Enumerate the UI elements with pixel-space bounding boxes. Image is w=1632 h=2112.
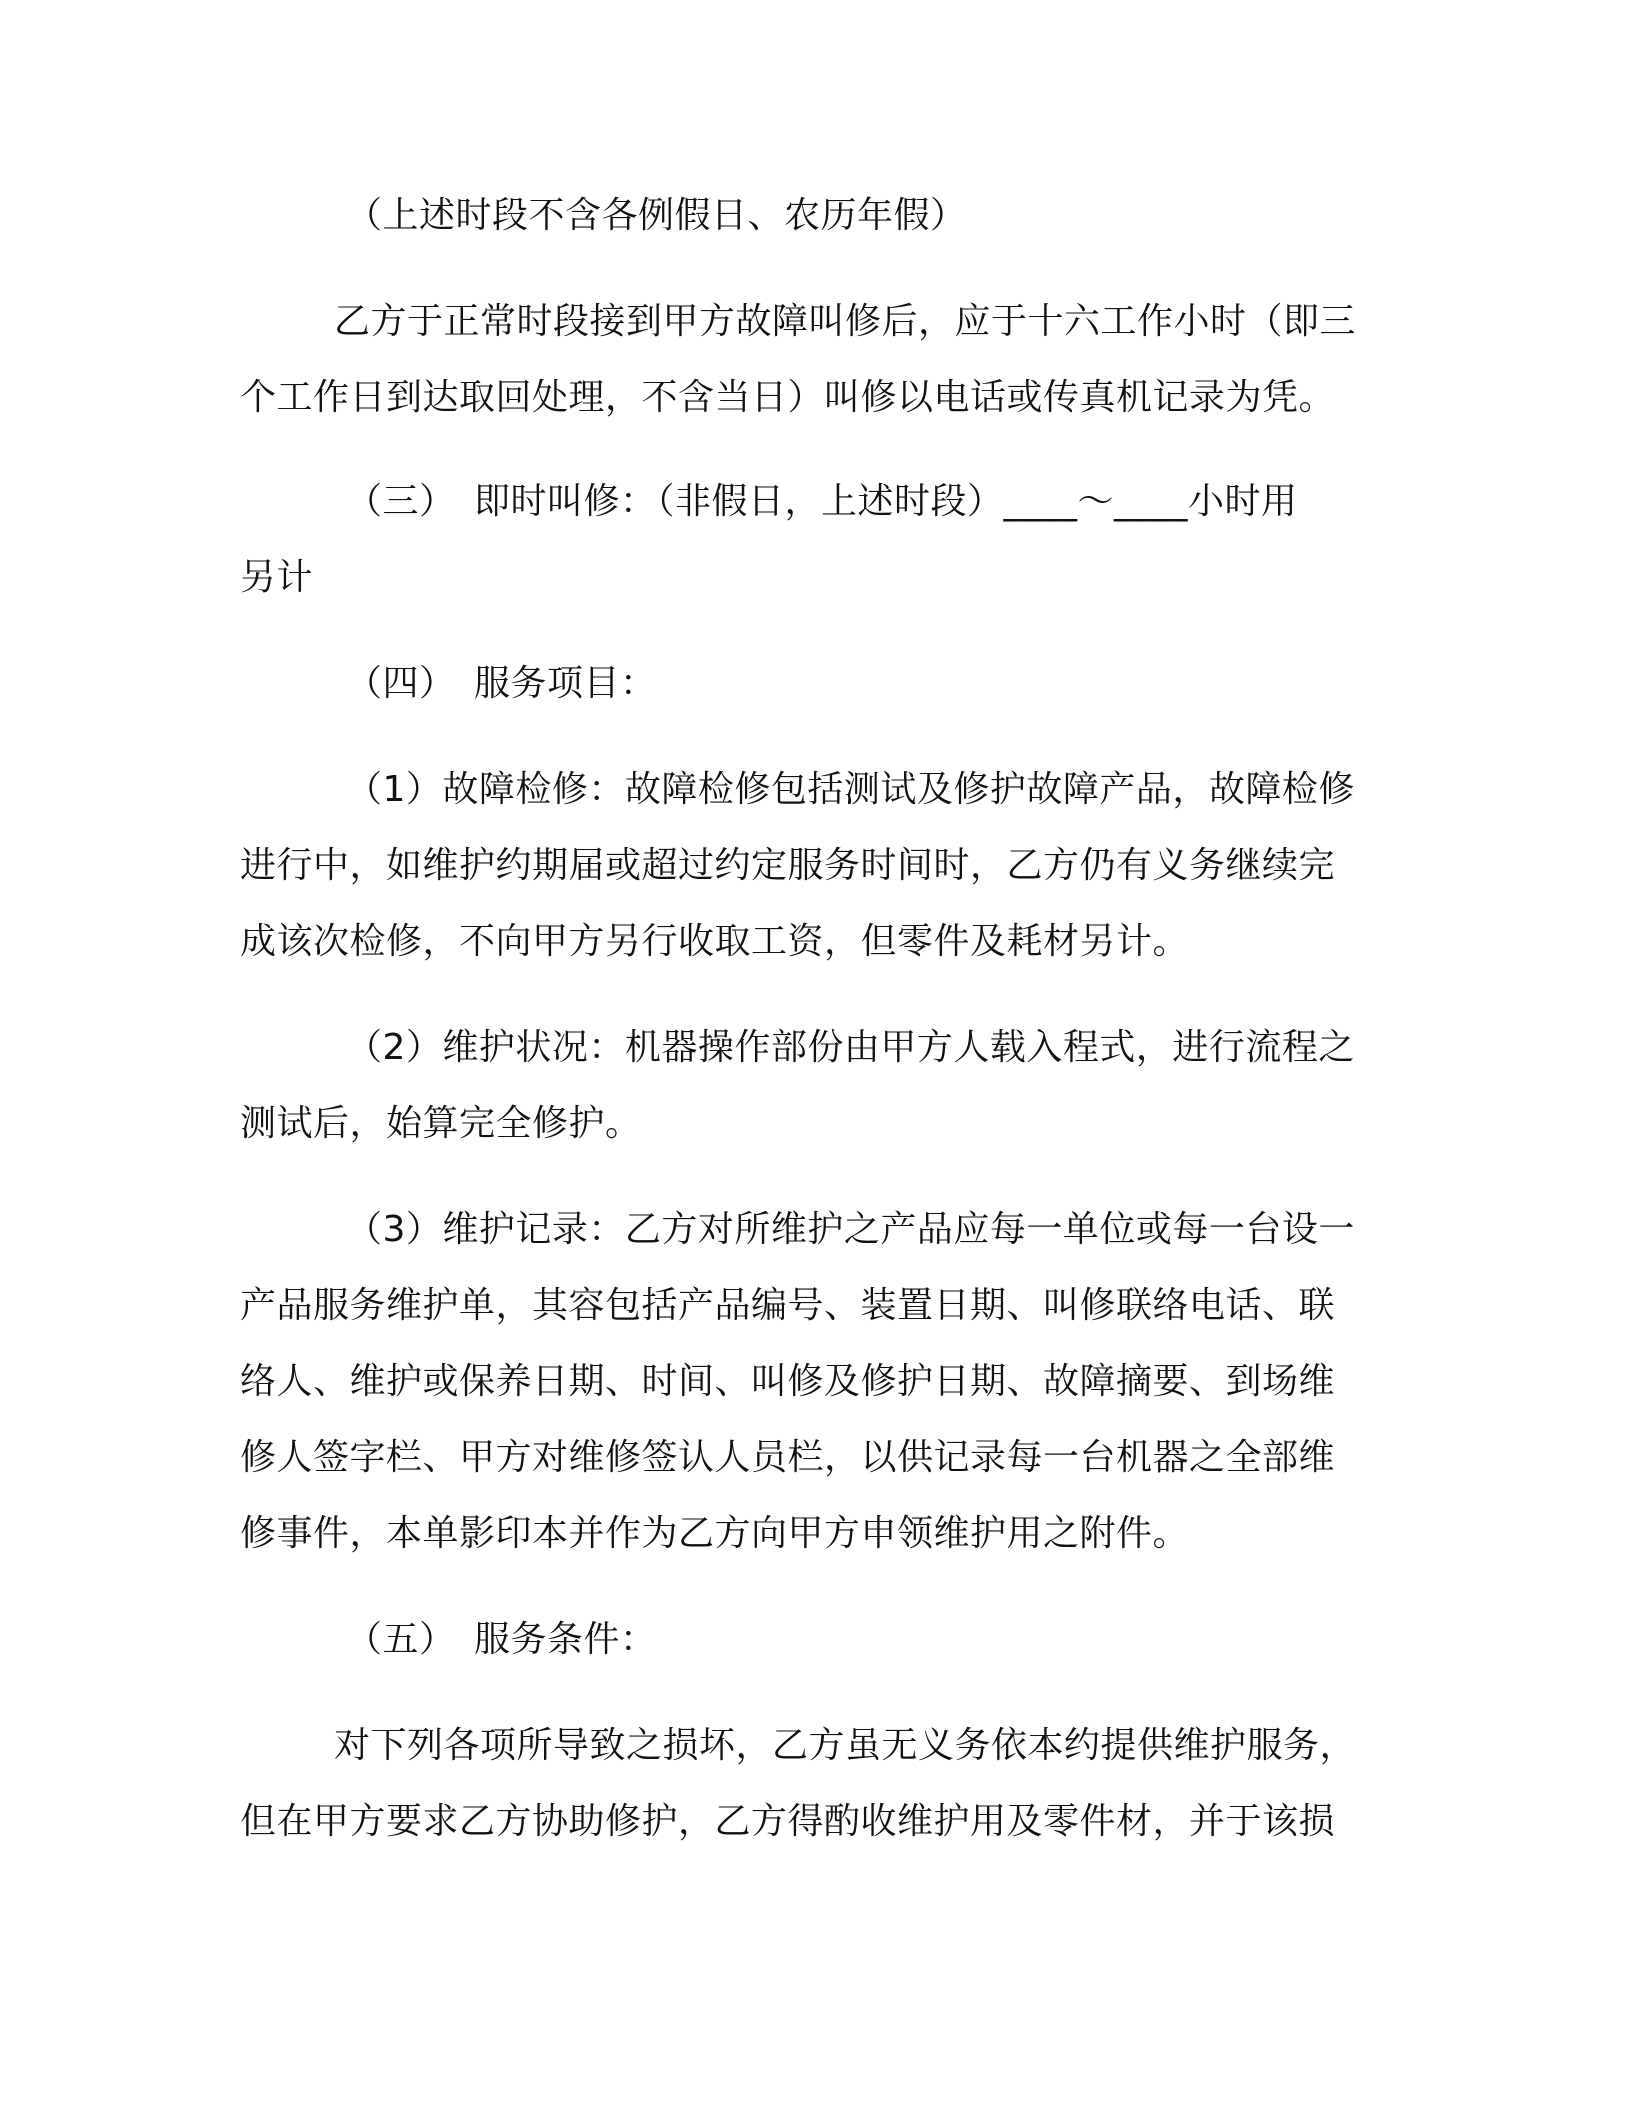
section-heading: （四） 服务项目： bbox=[346, 663, 657, 704]
text-line: （上述时段不含各例假日、农历年假） bbox=[346, 195, 967, 236]
text-line: 成该次检修，不向甲方另行收取工资，但零件及耗材另计。 bbox=[240, 921, 1190, 962]
text-line: （3）维护记录：乙方对所维护之产品应每一单位或每一台设一 bbox=[346, 1209, 1355, 1250]
text-line: 个工作日到达取回处理，不含当日）叫修以电话或传真机记录为凭。 bbox=[240, 377, 1336, 418]
text-line: 对下列各项所导致之损坏，乙方虽无义务依本约提供维护服务， bbox=[334, 1725, 1357, 1766]
text-line: 乙方于正常时段接到甲方故障叫修后，应于十六工作小时（即三 bbox=[334, 301, 1357, 342]
text-line: 修事件，本单影印本并作为乙方向甲方申领维护用之附件。 bbox=[240, 1513, 1190, 1554]
section-heading: （五） 服务条件： bbox=[346, 1619, 657, 1660]
text-line: 络人、维护或保养日期、时间、叫修及修护日期、故障摘要、到场维 bbox=[240, 1361, 1336, 1402]
text-line: 产品服务维护单，其容包括产品编号、装置日期、叫修联络电话、联 bbox=[240, 1285, 1336, 1326]
section-heading: （三） 即时叫修：（非假日，上述时段）____～____小时用 bbox=[346, 481, 1298, 522]
text-line: 测试后，始算完全修护。 bbox=[240, 1103, 642, 1144]
text-line: （2）维护状况：机器操作部份由甲方人载入程式，进行流程之 bbox=[346, 1027, 1355, 1068]
text-line: 进行中，如维护约期届或超过约定服务时间时，乙方仍有义务继续完 bbox=[240, 845, 1336, 886]
text-line: 另计 bbox=[240, 557, 314, 598]
text-line: （1）故障检修：故障检修包括测试及修护故障产品，故障检修 bbox=[346, 769, 1355, 810]
text-line: 修人签字栏、甲方对维修签认人员栏，以供记录每一台机器之全部维 bbox=[240, 1437, 1336, 1478]
text-line: 但在甲方要求乙方协助修护，乙方得酌收维护用及零件材，并于该损 bbox=[240, 1801, 1336, 1842]
